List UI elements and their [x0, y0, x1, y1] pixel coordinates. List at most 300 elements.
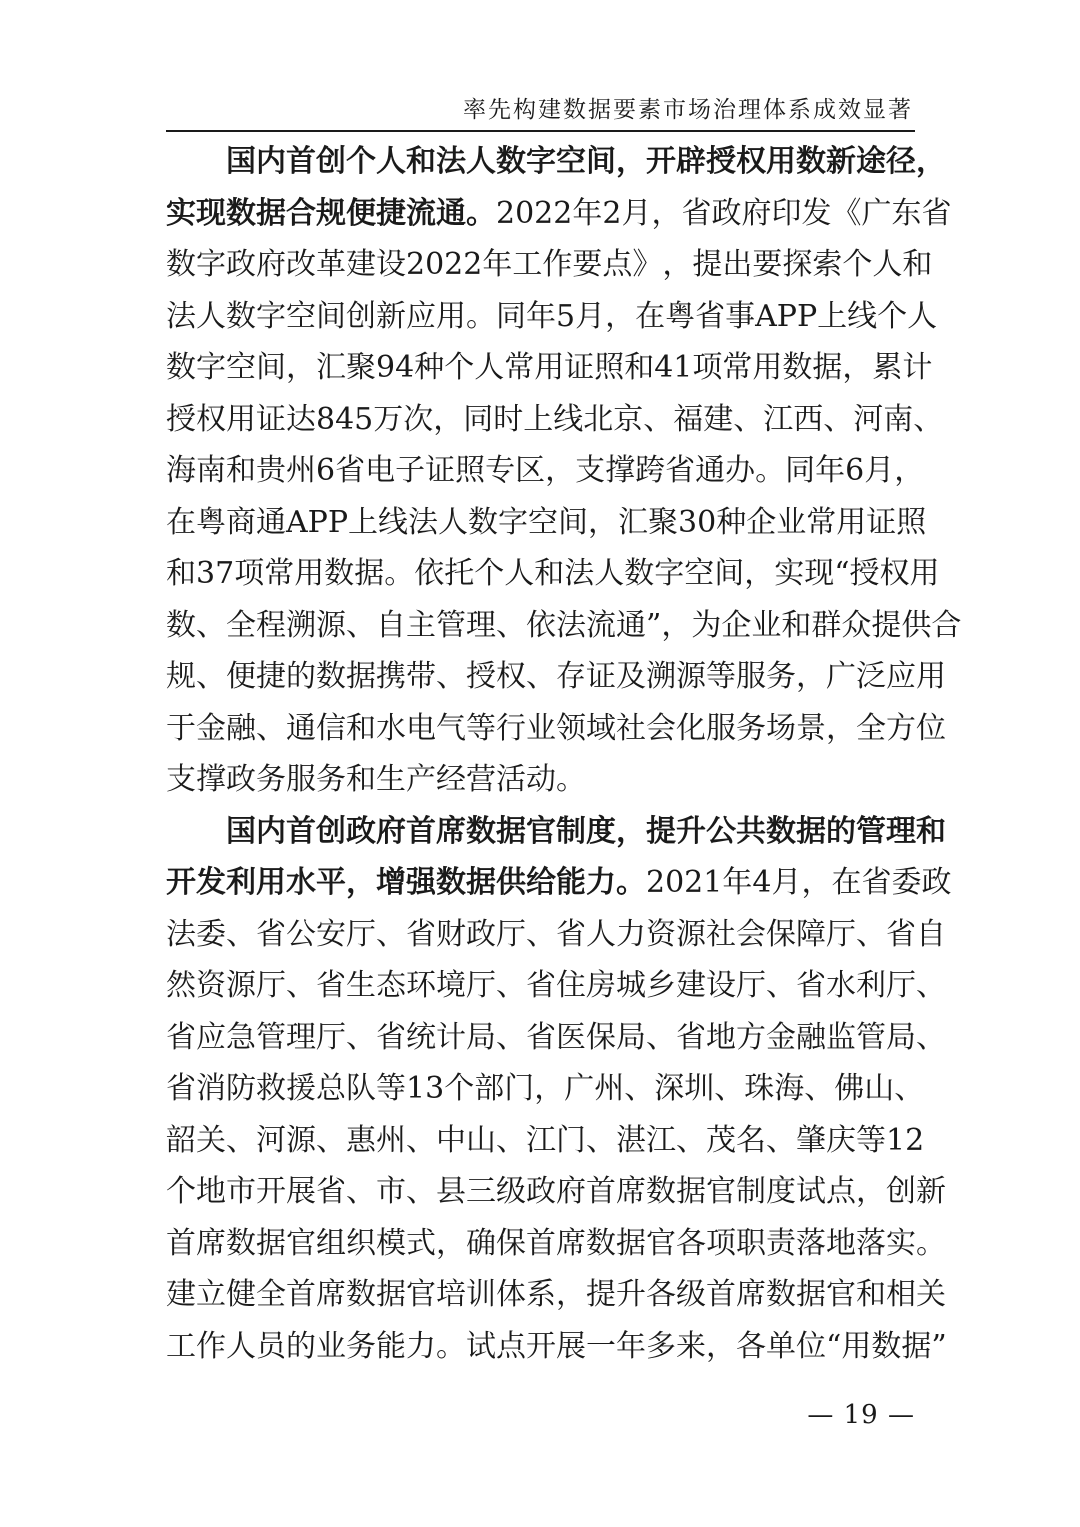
text-char: 域	[586, 710, 616, 746]
text-char: 方	[736, 1019, 766, 1055]
text-char: 、	[226, 916, 256, 952]
text-char: 级	[676, 1277, 706, 1312]
text-char: 证	[866, 504, 897, 540]
text-char: 人	[907, 298, 938, 334]
text-char: 年	[815, 453, 846, 488]
text-char: 。	[755, 453, 786, 488]
text-char: 2022	[406, 247, 483, 282]
text-char: 、	[496, 1122, 526, 1158]
text-char: 福	[673, 401, 704, 437]
text-char: 乡	[646, 968, 676, 1003]
text-char: 人	[594, 556, 625, 591]
text-line	[166, 1115, 925, 1167]
text-char: 、	[643, 401, 674, 437]
text-line	[166, 651, 946, 703]
text-char: 省	[886, 916, 916, 952]
text-char: 管	[436, 607, 466, 643]
text-char: 年	[526, 298, 556, 334]
text-char: 法	[166, 298, 196, 334]
text-char: 等	[376, 1071, 406, 1106]
text-char: 珠	[744, 1071, 775, 1106]
text-char: 和	[856, 1277, 886, 1312]
text-char: 委	[891, 865, 922, 900]
text-line	[166, 394, 944, 446]
text-char: 商	[226, 504, 256, 540]
text-line	[166, 1218, 946, 1270]
text-char: ，	[801, 865, 832, 900]
bold-text-char: 空	[556, 144, 586, 179]
text-char: 资	[646, 916, 676, 952]
text-char: 肇	[796, 1122, 826, 1158]
text-char: 汇	[618, 504, 649, 540]
text-char: 同	[496, 298, 526, 334]
text-char: 发	[801, 195, 832, 231]
text-char: 数	[166, 350, 196, 385]
bold-text-char: 政	[346, 813, 376, 849]
bold-text-char: 国	[226, 144, 256, 179]
text-char: 信	[316, 710, 346, 746]
text-line	[166, 1012, 946, 1064]
text-char: 授	[166, 401, 196, 437]
text-char: 间	[558, 504, 589, 540]
text-char: 的	[286, 659, 316, 694]
text-char: 境	[436, 968, 466, 1003]
paragraph-first-line	[166, 806, 946, 858]
text-char: 线	[847, 298, 878, 334]
text-char: 责	[766, 1225, 796, 1261]
text-char: 中	[436, 1122, 466, 1158]
text-char: 立	[196, 1277, 226, 1312]
text-char: 空	[684, 556, 715, 591]
text-char: 厅	[496, 916, 526, 952]
text-char: 首	[586, 1174, 616, 1209]
text-char: 数	[624, 556, 655, 591]
text-char: 统	[406, 1019, 436, 1055]
bold-text-char: 制	[556, 813, 586, 849]
text-line	[166, 188, 952, 240]
text-char: 年	[722, 865, 753, 900]
text-char: 佛	[834, 1071, 865, 1106]
text-char: 能	[376, 1328, 406, 1364]
bold-text-char: 供	[496, 865, 526, 900]
text-char: 消	[196, 1071, 226, 1106]
text-char: 设	[376, 247, 406, 282]
text-char: 各	[736, 1328, 766, 1364]
text-char: 万	[373, 401, 404, 437]
text-char: 同	[463, 401, 494, 437]
text-char: 个	[444, 1071, 475, 1106]
text-char: 上	[523, 401, 554, 437]
text-char: 6	[316, 453, 336, 488]
text-char: 利	[856, 968, 886, 1003]
bold-text-char: 共	[736, 813, 766, 849]
bold-text-char: 利	[226, 865, 256, 900]
text-char: 河	[853, 401, 884, 437]
bold-text-char: 官	[526, 813, 556, 849]
text-char: 数	[324, 556, 355, 591]
text-char: 职	[736, 1225, 766, 1261]
bold-text-char: 间	[586, 144, 616, 179]
text-char: 和	[781, 607, 812, 643]
text-char: 间	[714, 556, 745, 591]
text-char: 茂	[706, 1122, 736, 1158]
text-char: 官	[706, 1174, 736, 1209]
text-char: 新	[376, 298, 406, 334]
bold-text-char: 规	[316, 195, 346, 231]
text-char: 聚	[648, 504, 679, 540]
header-title: 率先构建数据要素市场治理体系成效显著	[463, 97, 913, 123]
text-char: 江	[763, 401, 794, 437]
text-char: 和	[226, 453, 256, 488]
text-char: 落	[796, 1225, 826, 1261]
text-char: 首	[286, 1277, 316, 1312]
text-char: 上	[817, 298, 848, 334]
text-char: 、	[406, 1174, 436, 1209]
text-char: 。	[556, 762, 586, 797]
text-char: 程	[256, 607, 286, 643]
bold-text-char: 辟	[676, 144, 706, 179]
text-char: 落	[856, 1225, 886, 1261]
text-char: 和	[166, 556, 196, 591]
text-char: 一	[586, 1328, 616, 1364]
text-char: 照	[455, 453, 486, 488]
text-char: 、	[226, 1122, 256, 1158]
text-char: 数	[226, 1225, 256, 1261]
text-char: 住	[556, 968, 586, 1003]
text-char: ，	[744, 556, 775, 591]
text-char: 位	[796, 1328, 826, 1364]
text-char: 局	[886, 1019, 916, 1055]
text-char: 出	[722, 247, 753, 282]
text-char: 》	[632, 247, 663, 282]
text-char: 门	[556, 1122, 586, 1158]
text-char: 、	[346, 1174, 376, 1209]
text-char: 人	[438, 504, 469, 540]
text-char: 要	[572, 247, 603, 282]
bold-text-char: 途	[856, 144, 886, 179]
text-char: 点	[826, 1174, 856, 1209]
text-char: 、	[346, 1019, 376, 1055]
text-char: 据	[812, 350, 843, 385]
text-char: 数	[166, 607, 196, 643]
text-char: 、	[823, 401, 854, 437]
text-char: 培	[436, 1277, 466, 1312]
text-char: 省	[335, 453, 366, 488]
text-char: 局	[466, 1019, 496, 1055]
page-number: — 19 —	[807, 1400, 915, 1430]
text-char: 个	[444, 350, 475, 385]
bold-text-char: 首	[286, 813, 316, 849]
text-char: 便	[226, 659, 256, 694]
text-char: 用	[836, 504, 867, 540]
text-char: 确	[466, 1225, 496, 1261]
text-char: 托	[444, 556, 475, 591]
text-char: 安	[316, 916, 346, 952]
text-char: 省	[406, 916, 436, 952]
text-char: 政	[466, 916, 496, 952]
text-char: 种	[716, 504, 747, 540]
text-char: 应	[406, 298, 436, 334]
text-char: 数	[316, 659, 346, 694]
text-char: 数	[346, 1277, 376, 1312]
bold-text-char: 通	[436, 195, 466, 231]
text-char: 北	[583, 401, 614, 437]
text-char: 全	[226, 607, 256, 643]
text-char: 建	[166, 1277, 196, 1312]
text-char: 溯	[646, 659, 676, 694]
text-char: 理	[466, 607, 496, 643]
text-char: 常	[504, 350, 535, 385]
bold-text-char: 增	[376, 865, 406, 900]
text-char: 试	[796, 1174, 826, 1209]
text-line	[166, 1269, 946, 1321]
text-char: 用	[294, 556, 325, 591]
bold-text-char: 个	[346, 144, 376, 179]
text-char: 动	[526, 762, 556, 797]
text-char: 授	[849, 556, 880, 591]
text-char: 官	[646, 1225, 676, 1261]
text-char: 水	[376, 710, 406, 746]
text-char: 创	[346, 298, 376, 334]
bold-text-char: 和	[406, 144, 436, 179]
text-char: 众	[841, 607, 872, 643]
bold-text-char: ，	[616, 813, 646, 849]
text-line	[166, 239, 933, 291]
text-char: 、	[346, 607, 376, 643]
text-char: 常	[722, 350, 753, 385]
text-char: 电	[406, 710, 436, 746]
bold-text-char: 据	[796, 813, 826, 849]
bold-text-char: 据	[256, 195, 286, 231]
text-char: 公	[286, 916, 316, 952]
text-char: 省	[665, 453, 696, 488]
text-char: ，	[605, 298, 636, 334]
text-char: 省	[376, 1019, 406, 1055]
text-char: 障	[796, 916, 826, 952]
text-char: 革	[316, 247, 346, 282]
text-char: 厅	[826, 916, 856, 952]
text-char: 省	[681, 195, 712, 231]
text-char: 东	[891, 195, 922, 231]
text-char: 数	[586, 1225, 616, 1261]
text-char: 支	[166, 762, 196, 797]
text-char: 席	[616, 1174, 646, 1209]
text-char: 、	[586, 1122, 616, 1158]
text-char: 社	[706, 916, 736, 952]
text-char: 项	[706, 1225, 736, 1261]
bold-text-char: 首	[406, 813, 436, 849]
text-char: 营	[466, 762, 496, 797]
text-char: 庆	[826, 1122, 856, 1158]
text-char: 保	[766, 916, 796, 952]
text-char: ，	[706, 1328, 736, 1364]
text-char: ，	[588, 504, 619, 540]
text-char: 间	[256, 350, 286, 385]
text-char: 业	[776, 504, 807, 540]
text-char: 用	[841, 1328, 872, 1364]
bold-text-char: 开	[646, 144, 676, 179]
text-char: 深	[654, 1071, 685, 1106]
text-char: 圳	[684, 1071, 715, 1106]
text-char: 活	[496, 762, 526, 797]
text-char: 省	[256, 916, 286, 952]
text-char: ，	[651, 195, 682, 231]
text-char: 37	[196, 556, 235, 591]
bold-text-char: 新	[826, 144, 856, 179]
text-char: 2021	[646, 865, 723, 900]
text-char: 厅	[736, 968, 766, 1003]
text-char: 主	[406, 607, 436, 643]
bold-text-char: 开	[166, 865, 196, 900]
text-char: APP	[286, 504, 349, 540]
text-char: 空	[286, 298, 316, 334]
text-char: 席	[736, 1277, 766, 1312]
text-char: 建	[346, 247, 376, 282]
text-char: 防	[226, 1071, 256, 1106]
text-char: 、	[526, 916, 556, 952]
paragraph-first-line	[166, 136, 946, 188]
bold-text-char: 字	[526, 144, 556, 179]
text-char: 、	[196, 659, 226, 694]
bold-text-char: 。	[466, 195, 496, 231]
text-char: 服	[736, 659, 766, 694]
text-char: 。	[384, 556, 415, 591]
bold-text-char: 公	[706, 813, 736, 849]
text-char: 行	[496, 710, 526, 746]
text-line	[166, 1321, 947, 1373]
text-char: 跨	[635, 453, 666, 488]
text-char: 2022	[496, 195, 573, 231]
text-char: 94	[376, 350, 415, 385]
text-char: 区	[515, 453, 546, 488]
text-char: 、	[714, 1071, 745, 1106]
text-char: 模	[376, 1225, 406, 1261]
text-char: 省	[166, 1019, 196, 1055]
bold-text-char: 府	[376, 813, 406, 849]
bold-text-char: 数	[766, 813, 796, 849]
text-char: 管	[856, 1019, 886, 1055]
text-char: 提	[692, 247, 723, 282]
text-char: 41	[654, 350, 693, 385]
text-char: 字	[256, 298, 286, 334]
text-char: 湛	[616, 1122, 646, 1158]
text-char: 升	[616, 1277, 646, 1312]
bold-text-char: 理	[886, 813, 916, 849]
text-char: 用	[909, 556, 940, 591]
text-char: 水	[826, 968, 856, 1003]
text-line	[166, 600, 962, 652]
text-char: 6	[845, 453, 865, 488]
text-char: 务	[316, 762, 346, 797]
bold-text-char: ，	[616, 144, 646, 179]
text-char: 服	[286, 762, 316, 797]
text-char: 省	[556, 916, 586, 952]
text-char: 社	[616, 710, 646, 746]
text-char: 子	[395, 453, 426, 488]
text-char: 产	[406, 762, 436, 797]
text-char: 企	[721, 607, 752, 643]
text-char: 方	[886, 710, 916, 746]
text-char: 然	[166, 968, 196, 1003]
text-char: 新	[916, 1174, 946, 1209]
text-char: 人	[586, 916, 616, 952]
bold-text-char: 用	[256, 865, 286, 900]
text-line	[166, 703, 946, 755]
text-char: 据	[376, 1277, 406, 1312]
text-char: 项	[234, 556, 265, 591]
text-char: ，	[894, 453, 925, 488]
text-line	[166, 342, 933, 394]
text-char: 证	[425, 453, 456, 488]
text-char: 市	[226, 1174, 256, 1209]
text-char: 省	[921, 195, 952, 231]
text-char: 组	[316, 1225, 346, 1261]
text-char: 年	[482, 247, 513, 282]
text-char: 市	[376, 1174, 406, 1209]
text-char: 环	[406, 968, 436, 1003]
text-char: ，	[662, 247, 693, 282]
text-char: 、	[676, 1122, 706, 1158]
text-char: 融	[796, 1019, 826, 1055]
text-char: 京	[613, 401, 644, 437]
text-char: 和	[534, 556, 565, 591]
text-char: 事	[725, 298, 756, 334]
text-char: 厅	[346, 916, 376, 952]
text-char: 源	[676, 916, 706, 952]
text-char: 源	[286, 1122, 316, 1158]
text-char: 会	[736, 916, 766, 952]
text-char: 健	[226, 1277, 256, 1312]
text-char: 、	[766, 968, 796, 1003]
text-char: 制	[736, 1174, 766, 1209]
text-char: 应	[196, 1019, 226, 1055]
text-char: 府	[741, 195, 772, 231]
text-char: 经	[436, 762, 466, 797]
text-char: 数	[646, 1174, 676, 1209]
text-char: 捷	[256, 659, 286, 694]
text-char: 常	[264, 556, 295, 591]
bold-text-char: 内	[256, 144, 286, 179]
text-line	[166, 548, 940, 600]
text-char: 于	[166, 710, 196, 746]
text-char: 依	[526, 607, 556, 643]
bold-text-char: 。	[616, 865, 646, 900]
text-char: 据	[901, 1328, 932, 1364]
bold-text-char: 人	[466, 144, 496, 179]
text-char: 撑	[196, 762, 226, 797]
text-char: 办	[725, 453, 756, 488]
bold-text-char: 数	[436, 865, 466, 900]
text-char: 理	[286, 1019, 316, 1055]
bold-text-char: 发	[196, 865, 226, 900]
text-char: 官	[286, 1225, 316, 1261]
text-char: 据	[796, 1277, 826, 1312]
text-char: 业	[526, 710, 556, 746]
text-char: 累	[872, 350, 903, 385]
text-char: 气	[436, 710, 466, 746]
text-char: 845	[316, 401, 374, 437]
text-char: 关	[916, 1277, 946, 1312]
text-char: 总	[316, 1071, 346, 1106]
text-char: 同	[785, 453, 816, 488]
text-char: 急	[226, 1019, 256, 1055]
text-line	[166, 960, 946, 1012]
text-char: 、	[376, 916, 406, 952]
text-char: 据	[256, 1225, 286, 1261]
text-char: 部	[474, 1071, 505, 1106]
text-char: 生	[376, 762, 406, 797]
bold-text-char: 强	[406, 865, 436, 900]
